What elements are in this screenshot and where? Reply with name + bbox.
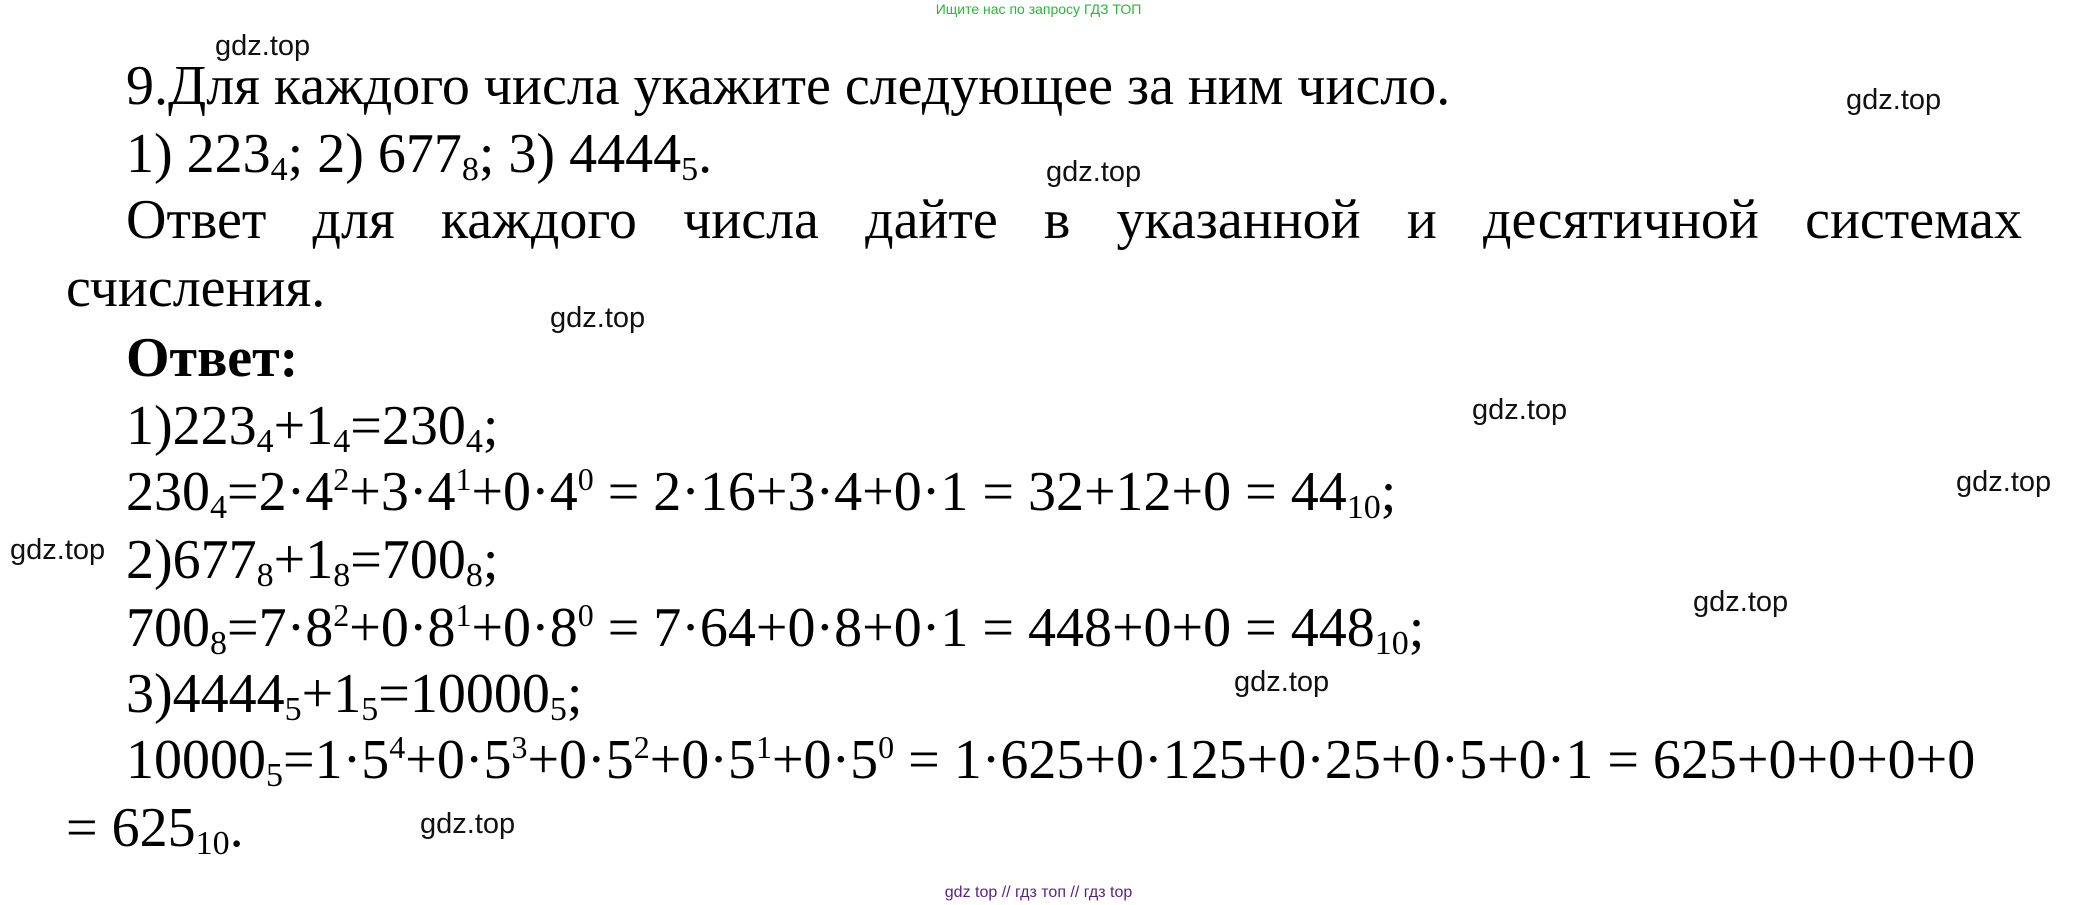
answer-heading: Ответ:	[126, 327, 299, 389]
answer-line-7: = $625_{10}$.	[66, 797, 244, 862]
watermark: gdz.top	[1472, 394, 1568, 426]
watermark: gdz.top	[1234, 666, 1330, 698]
answer-line-5: $3)4444_5+1_5=10000_5$;	[126, 663, 583, 728]
answer-line-3: $2)677_8+1_8=700_8$;	[126, 529, 499, 594]
task-numbers: 1) $223_4$; 2) $677_8$; 3) $4444_5$.	[126, 123, 713, 188]
answer-line-1: $1)223_4+1_4=230_4$;	[126, 395, 499, 460]
watermark: gdz.top	[420, 808, 516, 840]
answer-line-2: $230_4=2\cdot 4^2+3\cdot 4^1+0\cdot 4^0 = 2\cdot 16+3\cdot 4+0\cdot 1 = 32+12+0 = 44_{10}$;	[126, 461, 1397, 526]
search-banner: Ищите нас по запросу ГДЗ ТОП	[935, 1, 1142, 17]
watermark: gdz.top	[215, 30, 311, 62]
watermark: gdz.top	[550, 302, 646, 334]
watermark: gdz.top	[1693, 586, 1789, 618]
answer-line-6: $10000_5=1\cdot 5^4+0\cdot 5^3+0\cdot 5^2+0\cdot 5^1+0\cdot 5^0 = 1\cdot 625+0\cdot 125+0\cdot 25+0\cdot 5+0\cdot 1 = 625+0+0+0+0$	[126, 729, 1976, 794]
task-statement: 9.Для каждого числа укажите следующее за ним число.	[126, 55, 1451, 117]
answer-line-4: $700_8=7\cdot 8^2+0\cdot 8^1+0\cdot 8^0 = 7\cdot 64+0\cdot 8+0\cdot 1 = 448+0+0 = 448_{10}$;	[126, 597, 1425, 662]
task-instruction-cont: счисления.	[66, 257, 326, 319]
task-instruction: Ответ для каждого числа дайте в указанной и десятичной системах	[126, 189, 2022, 251]
watermark: gdz.top	[10, 534, 106, 566]
watermark: gdz.top	[1846, 84, 1942, 116]
footer-links: gdz top // гдз топ // гдз top	[944, 884, 1133, 901]
watermark: gdz.top	[1956, 466, 2052, 498]
watermark: gdz.top	[1046, 156, 1142, 188]
